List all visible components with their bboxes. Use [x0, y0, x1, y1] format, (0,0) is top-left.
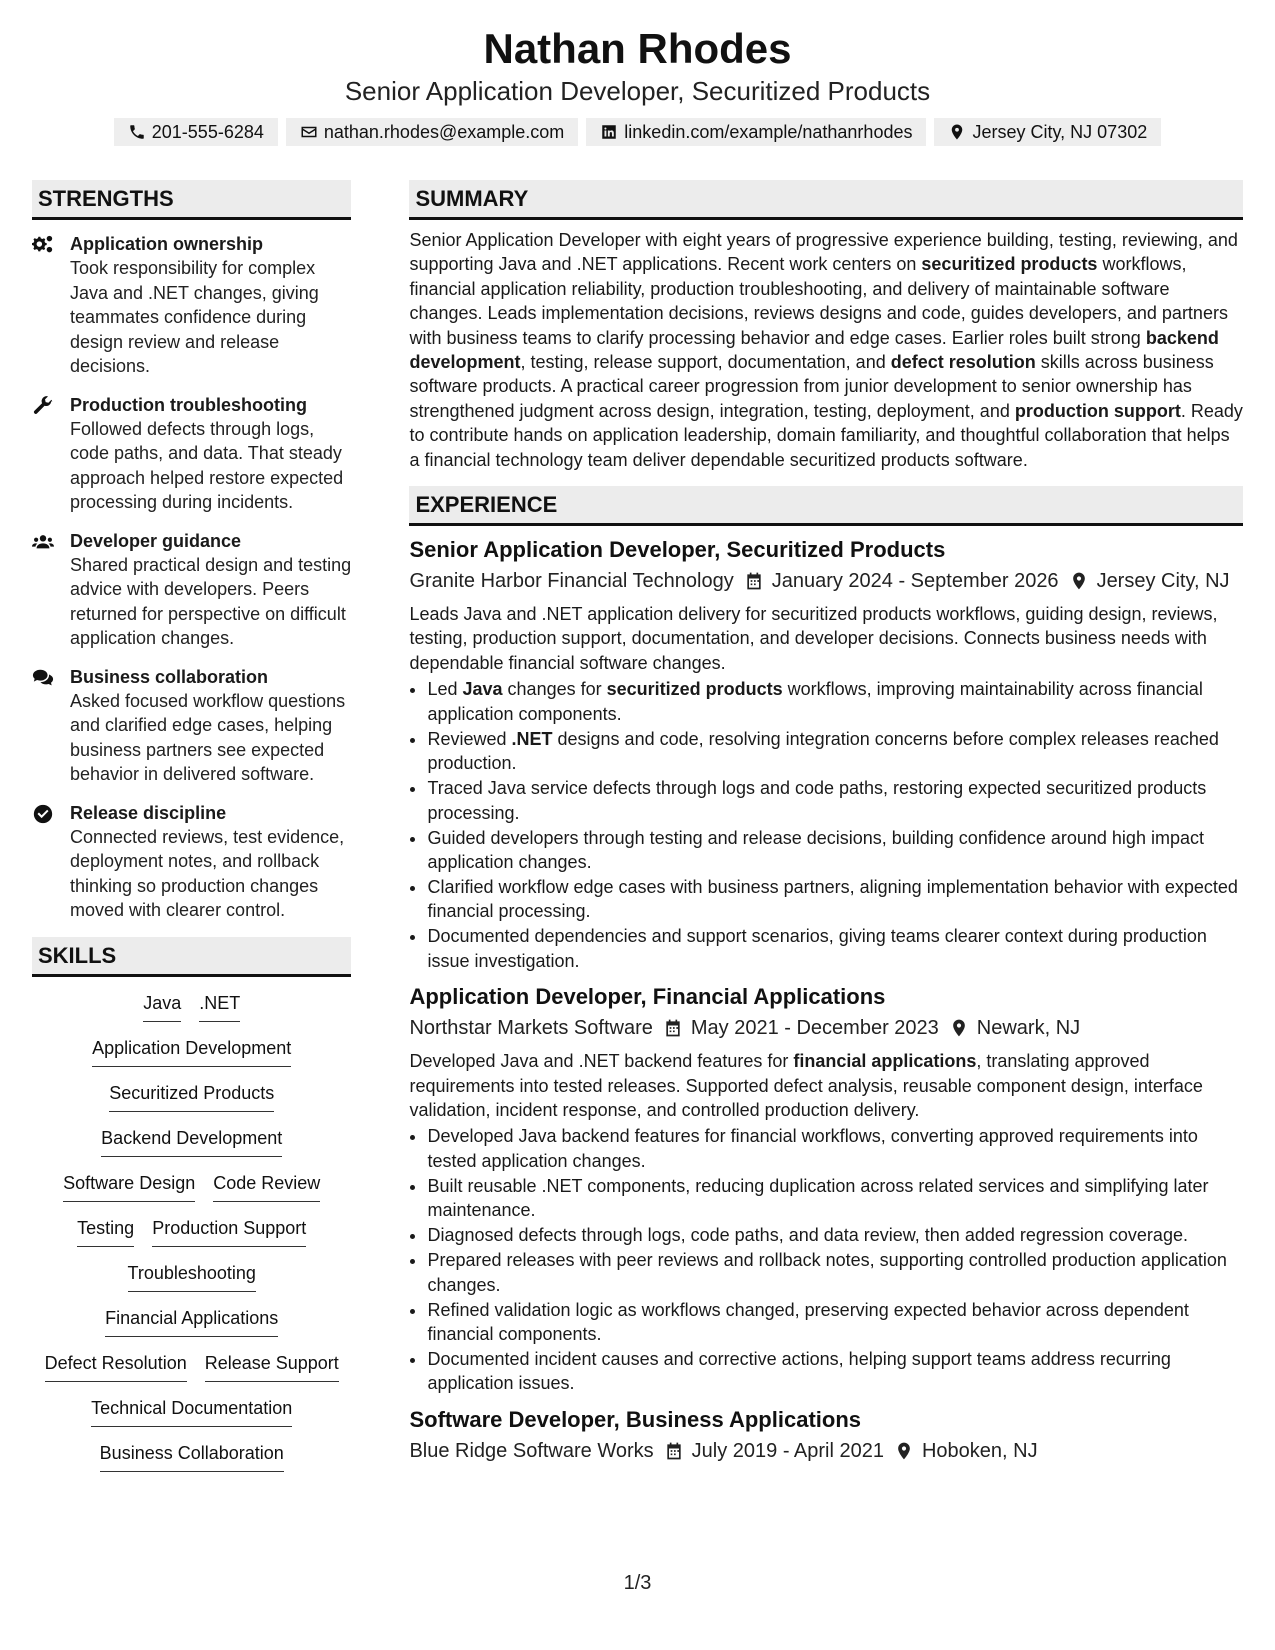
right-column: [409, 180, 1243, 1486]
job-title: Application Developer, Financial Applications: [409, 984, 886, 1010]
job-entry: [409, 534, 1243, 973]
strength-desc: Connected reviews, test evidence, deployment notes, and rollback thinking so production changes moved with clearer control.: [70, 826, 345, 920]
left-column: [32, 180, 351, 1486]
calendar-icon: [744, 571, 764, 591]
contact-bar: [0, 118, 1275, 146]
strength-desc: Followed defects through logs, code paths, and data. That steady approach helped restore expected processing during incidents.: [70, 418, 344, 512]
job-location: Newark, NJ: [976, 1017, 1081, 1040]
job-bullet: • Documented dependencies and support scenarios, giving teams clearer context during production issue investigation.: [427, 924, 1243, 973]
job-bullet: • Documented incident causes and corrective actions, helping support teams address recurring application issues.: [427, 1347, 1243, 1396]
skill-row: [32, 1126, 351, 1171]
job-location: Hoboken, NJ: [921, 1439, 1038, 1462]
contact-location-text: Jersey City, NJ 07302: [972, 122, 1148, 142]
skill-row: [32, 1036, 351, 1081]
contact-email-text: nathan.rhodes@example.com: [323, 122, 565, 142]
experience-heading: EXPERIENCE: [409, 486, 1243, 526]
skill-row: [32, 1441, 351, 1486]
summary-text: Senior Application Developer with eight years of progressive experience building, testing, reviewing, and supporting Java and .NET applications. Recent work centers on securitized products workflows, financial application reliability, production troubleshooting, and delivery of maintainable software changes. Leads implementation decisions, reviews designs and code, guides developers, and partners with business teams to clarify processing behavior and edge cases. Earlier roles built strong backend development, testing, release support, documentation, and defect resolution skills across business software products. A practical career progression from junior development to senior ownership has strengthened judgment across design, integration, testing, deployment, and production support. Ready to contribute hands on application leadership, domain familiarity, and thoughtful collaboration that helps a financial technology team deliver dependable securitized products software.: [409, 230, 1243, 470]
resume-header: [0, 0, 1275, 146]
wrench-icon: [32, 395, 54, 417]
phone-icon: [128, 123, 146, 141]
location-icon: [948, 123, 966, 141]
skill-tag: Production Support: [152, 1216, 306, 1247]
strength-item: [32, 232, 351, 379]
skill-tag: Backend Development: [101, 1126, 282, 1157]
job-title: Software Developer, Business Applications: [409, 1406, 861, 1432]
strength-title: Production troubleshooting: [70, 394, 307, 415]
skill-tag: Technical Documentation: [91, 1396, 292, 1427]
location-icon: [894, 1441, 914, 1461]
contact-phone[interactable]: [114, 118, 278, 146]
skill-tag: Financial Applications: [105, 1306, 278, 1337]
location-icon: [949, 1018, 969, 1038]
skill-row: [32, 1396, 351, 1441]
job-bullet: • Developed Java backend features for financial workflows, converting approved requirements into tested application changes.: [427, 1124, 1243, 1173]
job-title: Senior Application Developer, Securitized Products: [409, 537, 946, 563]
strengths-heading: STRENGTHS: [32, 180, 351, 220]
job-description: Leads Java and .NET application delivery for securitized products workflows, guiding design, reviews, testing, production support, documentation, and developer decisions. Connects business needs with dependable financial software changes.: [409, 604, 1218, 673]
contact-linkedin[interactable]: [586, 118, 926, 146]
job-entry: [409, 981, 1243, 1396]
strength-desc: Took responsibility for complex Java and .NET changes, giving teammates confidence during design review and release decisions.: [70, 258, 319, 376]
strength-title: Release discipline: [70, 802, 227, 823]
skill-tag: Application Development: [92, 1036, 291, 1067]
contact-email[interactable]: [286, 118, 578, 146]
users-icon: [32, 531, 54, 553]
location-icon: [1069, 571, 1089, 591]
summary-heading: SUMMARY: [409, 180, 1243, 220]
contact-phone-text: 201-555-6284: [151, 122, 264, 142]
skill-row: [32, 1081, 351, 1126]
linkedin-icon: [600, 123, 618, 141]
job-company: Blue Ridge Software Works: [409, 1439, 654, 1462]
job-bullet: • Led Java changes for securitized products workflows, improving maintainability across financial application components.: [427, 677, 1243, 726]
job-bullet: • Refined validation logic as workflows changed, preserving expected behavior across dependent financial components.: [427, 1298, 1243, 1347]
email-icon: [300, 123, 318, 141]
skill-tag: Software Design: [63, 1171, 195, 1202]
strength-title: Business collaboration: [70, 666, 269, 687]
resume-body: [32, 180, 1243, 1486]
strength-title: Application ownership: [70, 234, 264, 254]
strength-item: [32, 665, 351, 787]
job-bullets: [409, 677, 1243, 973]
job-location: Jersey City, NJ: [1096, 570, 1230, 593]
strength-item: [32, 393, 351, 515]
strength-desc: Shared practical design and testing advice with developers. Peers returned for perspective on difficult application changes.: [70, 554, 352, 648]
job-description: Developed Java and .NET backend features for financial applications, translating approved requirements into tested releases. Supported defect analysis, reusable component design, interface validation, incident response, and controlled production delivery.: [409, 1051, 1203, 1120]
job-meta: [409, 1013, 1243, 1043]
calendar-icon: [663, 1018, 683, 1038]
candidate-name: Nathan Rhodes: [483, 25, 792, 72]
strength-title: Developer guidance: [70, 530, 242, 551]
job-bullet: • Traced Java service defects through logs and code paths, restoring expected securitized products processing.: [427, 776, 1243, 825]
page-number: 1/3: [623, 1572, 652, 1594]
job-dates: July 2019 - April 2021: [691, 1439, 884, 1462]
job-bullet: • Reviewed .NET designs and code, resolving integration concerns before complex releases reached production.: [427, 727, 1243, 776]
skill-tag: Troubleshooting: [128, 1261, 256, 1292]
job-meta: [409, 566, 1243, 596]
job-bullets: [409, 1124, 1243, 1395]
skill-row: [32, 991, 351, 1036]
skill-row: [32, 1351, 351, 1396]
job-dates: May 2021 - December 2023: [690, 1017, 939, 1040]
job-entry: [409, 1404, 1243, 1466]
job-bullet: • Clarified workflow edge cases with business partners, aligning implementation behavior with expected financial processing.: [427, 875, 1243, 924]
strength-item: [32, 529, 351, 651]
skill-row: [32, 1171, 351, 1216]
job-meta: [409, 1436, 1243, 1466]
job-company: Granite Harbor Financial Technology: [409, 570, 734, 593]
strengths-list: [32, 232, 351, 923]
calendar-icon: [664, 1441, 684, 1461]
job-bullet: • Guided developers through testing and release decisions, building confidence around high impact application changes.: [427, 826, 1243, 875]
contact-linkedin-text: linkedin.com/example/nathanrhodes: [624, 122, 913, 142]
job-company: Northstar Markets Software: [409, 1017, 653, 1040]
skills-list: [32, 991, 351, 1486]
job-bullet: • Prepared releases with peer reviews and rollback notes, supporting controlled production application changes.: [427, 1248, 1243, 1297]
contact-location: [934, 118, 1161, 146]
gears-icon: [32, 234, 54, 256]
skill-tag: .NET: [199, 991, 240, 1022]
skill-tag: Securitized Products: [109, 1081, 274, 1112]
candidate-title: Senior Application Developer, Securitized Products: [344, 76, 931, 106]
job-bullet: • Built reusable .NET components, reducing duplication across related services and simplifying later maintenance.: [427, 1174, 1243, 1223]
skill-tag: Defect Resolution: [45, 1351, 187, 1382]
skill-tag: Java: [143, 991, 181, 1022]
check-circle-icon: [32, 803, 54, 825]
job-bullet: • Diagnosed defects through logs, code paths, and data review, then added regression coverage.: [427, 1223, 1243, 1247]
skill-row: [32, 1216, 351, 1261]
skill-tag: Release Support: [205, 1351, 339, 1382]
job-dates: January 2024 - September 2026: [771, 570, 1059, 593]
skill-tag: Code Review: [213, 1171, 320, 1202]
skill-row: [32, 1306, 351, 1351]
strength-item: [32, 801, 351, 923]
comments-icon: [32, 667, 54, 689]
skills-heading: SKILLS: [32, 937, 351, 977]
skill-tag: Business Collaboration: [100, 1441, 284, 1472]
skill-tag: Testing: [77, 1216, 134, 1247]
strength-desc: Asked focused workflow questions and clarified edge cases, helping business partners see expected behavior in delivered software.: [70, 690, 346, 784]
skill-row: [32, 1261, 351, 1306]
